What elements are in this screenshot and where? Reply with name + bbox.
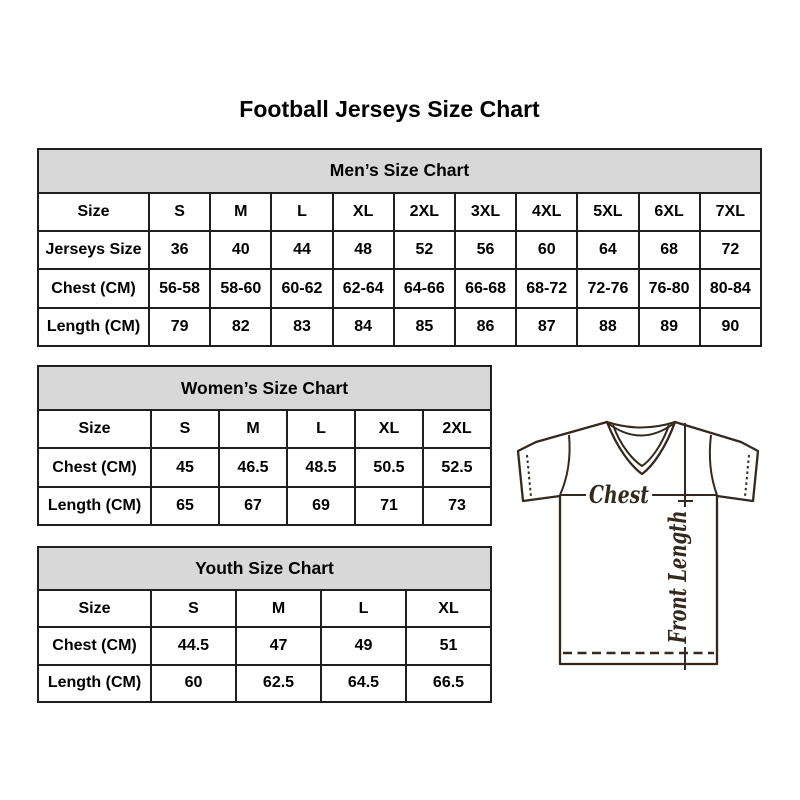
table-row <box>38 193 761 231</box>
table-title: Women’s Size Chart <box>38 366 491 410</box>
table-row <box>38 590 491 627</box>
cell: 80-84 <box>700 269 761 307</box>
cell: M <box>219 410 287 448</box>
cell: 52 <box>394 231 455 269</box>
cell: 3XL <box>455 193 516 231</box>
cell: L <box>271 193 332 231</box>
cell: 44.5 <box>151 627 236 664</box>
cell: 46.5 <box>219 448 287 486</box>
cell: 60-62 <box>271 269 332 307</box>
cell: 47 <box>236 627 321 664</box>
cell: 64.5 <box>321 665 406 702</box>
mens-size-chart-table <box>37 148 762 347</box>
cell: 89 <box>639 308 700 346</box>
table-row <box>38 487 491 525</box>
cell: 73 <box>423 487 491 525</box>
table-row <box>38 269 761 307</box>
table-title: Men’s Size Chart <box>38 149 761 193</box>
cell: XL <box>406 590 491 627</box>
row-label: Length (CM) <box>38 308 149 346</box>
cell: 44 <box>271 231 332 269</box>
row-label: Jerseys Size <box>38 231 149 269</box>
cell: 48.5 <box>287 448 355 486</box>
cell: 6XL <box>639 193 700 231</box>
cell: 66-68 <box>455 269 516 307</box>
cell: 56 <box>455 231 516 269</box>
cell: M <box>236 590 321 627</box>
table-title: Youth Size Chart <box>38 547 491 590</box>
row-label: Size <box>38 590 151 627</box>
youth-size-chart-table <box>37 546 492 703</box>
cell: XL <box>355 410 423 448</box>
cell: XL <box>333 193 394 231</box>
left-cuff-dashed-line <box>527 455 531 497</box>
cell: 85 <box>394 308 455 346</box>
cell: 60 <box>151 665 236 702</box>
cell: 45 <box>151 448 219 486</box>
table-row <box>38 308 761 346</box>
cell: 79 <box>149 308 210 346</box>
cell: 71 <box>355 487 423 525</box>
row-label: Length (CM) <box>38 665 151 702</box>
cell: 5XL <box>577 193 638 231</box>
cell: 66.5 <box>406 665 491 702</box>
table-row <box>38 410 491 448</box>
left-sleeve-seam <box>560 435 570 495</box>
row-label: Size <box>38 410 151 448</box>
table-row <box>38 231 761 269</box>
cell: 68-72 <box>516 269 577 307</box>
right-sleeve-seam <box>710 435 717 495</box>
cell: 72 <box>700 231 761 269</box>
womens-size-chart-table <box>37 365 492 526</box>
cell: 7XL <box>700 193 761 231</box>
cell: 49 <box>321 627 406 664</box>
cell: 84 <box>333 308 394 346</box>
cell: 60 <box>516 231 577 269</box>
cell: 62-64 <box>333 269 394 307</box>
cell: 2XL <box>394 193 455 231</box>
cell: L <box>321 590 406 627</box>
cell: S <box>151 410 219 448</box>
cell: L <box>287 410 355 448</box>
cell: S <box>151 590 236 627</box>
cell: 72-76 <box>577 269 638 307</box>
cell: 56-58 <box>149 269 210 307</box>
row-label: Size <box>38 193 149 231</box>
cell: 40 <box>210 231 271 269</box>
cell: 64 <box>577 231 638 269</box>
cell: S <box>149 193 210 231</box>
cell: 69 <box>287 487 355 525</box>
row-label: Chest (CM) <box>38 627 151 664</box>
chest-label: Chest <box>589 480 649 509</box>
collar-top-arc <box>607 422 675 428</box>
cell: 36 <box>149 231 210 269</box>
table-row <box>38 627 491 664</box>
table-row <box>38 448 491 486</box>
cell: 65 <box>151 487 219 525</box>
cell: 90 <box>700 308 761 346</box>
page-title: Football Jerseys Size Chart <box>239 96 540 122</box>
cell: 58-60 <box>210 269 271 307</box>
cell: 67 <box>219 487 287 525</box>
row-label: Length (CM) <box>38 487 151 525</box>
cell: 52.5 <box>423 448 491 486</box>
cell: 86 <box>455 308 516 346</box>
cell: 62.5 <box>236 665 321 702</box>
jersey-measurement-diagram <box>505 410 765 670</box>
right-cuff-dashed-line <box>745 455 749 497</box>
cell: 76-80 <box>639 269 700 307</box>
cell: 50.5 <box>355 448 423 486</box>
row-label: Chest (CM) <box>38 269 149 307</box>
cell: 64-66 <box>394 269 455 307</box>
cell: 68 <box>639 231 700 269</box>
table-row <box>38 665 491 702</box>
cell: 4XL <box>516 193 577 231</box>
cell: 51 <box>406 627 491 664</box>
cell: 87 <box>516 308 577 346</box>
cell: 88 <box>577 308 638 346</box>
cell: 48 <box>333 231 394 269</box>
jersey-outline <box>518 422 758 664</box>
cell: 82 <box>210 308 271 346</box>
cell: 83 <box>271 308 332 346</box>
row-label: Chest (CM) <box>38 448 151 486</box>
front-length-label: Front Length <box>663 466 692 644</box>
cell: M <box>210 193 271 231</box>
cell: 2XL <box>423 410 491 448</box>
